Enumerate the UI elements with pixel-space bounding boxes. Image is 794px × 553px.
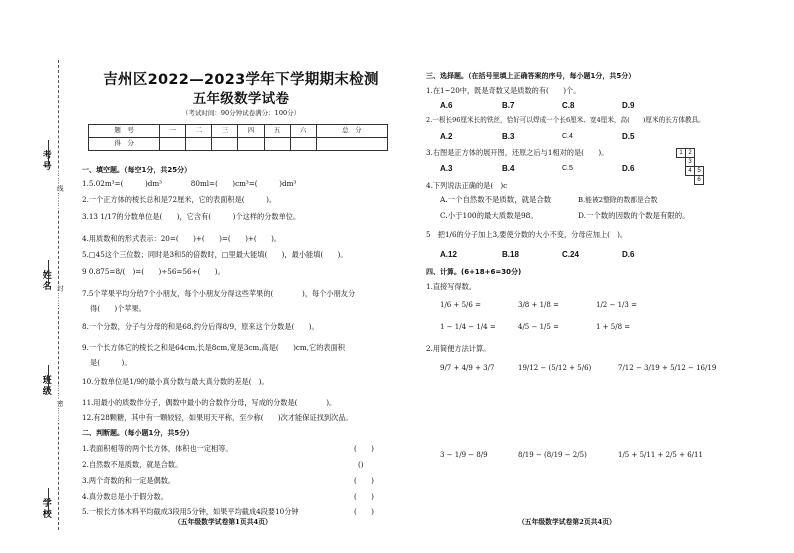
net-cell: 6 [694,175,704,185]
choice-4-option-c[interactable]: C.小于100的最大质数是98。 [440,211,538,220]
score-row-label: 得 分 [89,138,160,151]
question-4: 4.用质数和的形式表示：20=( )+( )=( )+( )。 [82,234,282,243]
calc-part-2-heading: 2.用简便方法计算。 [426,344,491,353]
field-underline[interactable] [48,488,49,514]
score-cell[interactable] [186,138,212,151]
score-header-row [89,125,388,138]
net-cell: 2 [685,148,695,158]
choice-4-option-a[interactable]: A.一个自然数不是质数，就是合数 [440,195,552,204]
choice-3: 3.右图是正方体的展开图，还原之后与1相对的是( )。 [426,148,609,157]
exam-meta: （考试时间：90分钟试卷满分：100分） [181,109,301,117]
question-5: 5.□45这个三位数；同时是3和5的倍数时，□里最大能填( )，最小能填( )。 [82,250,348,259]
simple-calc-3: 7/12 − 3/19 + 5/12 − 16/19 [618,364,717,372]
score-cell[interactable] [212,138,238,151]
field-underline[interactable] [48,365,49,391]
field-class: 班级 [40,375,51,397]
judge-2: 2.自然数不是质数，就是合数。 [82,460,183,469]
score-header-cell: 六 [290,125,316,138]
choice-5-option-b[interactable]: B.18 [502,250,519,259]
score-cell[interactable] [264,138,290,151]
score-header-cell: 总 分 [316,125,387,138]
choice-3-option-a[interactable]: A.3 [440,164,453,173]
question-9: 9.一个长方体它的棱长之和是64cm,长是8cm,宽是3cm,高是( )cm,它的表面积 [82,343,345,352]
question-12: 12.有28颗糖，其中有一颗较轻，如果用天平称，至少称( )次才能保证找到次品。 [82,413,353,422]
judge-2-answer[interactable]: () [358,460,364,469]
choice-1-option-c[interactable]: C.8 [562,101,575,110]
choice-3-option-b[interactable]: B.4 [502,164,515,173]
choice-5-option-a[interactable]: A.12 [440,250,457,259]
calc-part-1-heading: 1.直接写得数。 [426,282,476,291]
simple-calc-2: 19/12 − (5/12 + 5/6) [518,364,592,372]
choice-2-option-a[interactable]: A.2 [440,132,453,141]
field-underline[interactable] [48,140,49,166]
question-1: 1.5.02m³=( )dm³ 80ml=( )cm³=( )dm³ [82,179,297,188]
net-cell: 5 [694,166,704,176]
question-3: 3.13 1/17的分数单位是( )，它含有( )个这样的分数单位。 [82,212,301,221]
simple-calc-6: 1/5 + 5/11 + 2/5 + 6/11 [618,451,703,459]
field-underline[interactable] [48,260,49,286]
question-2: 2.一个正方体的棱长总和是72厘米，它的表面积是( )。 [82,195,277,204]
score-header-cell: 一 [160,125,186,138]
direct-calc-5: 4/5 − 1/5 = [518,323,559,331]
question-7: 7.5个苹果平均分给7个小朋友，每个小朋友分得这些苹果的( )，每个小朋友分 [82,289,356,298]
score-header-cell: 二 [186,125,212,138]
choice-5: 5 把1/6的分子加上3,要使分数的大小不变，分母应加上( )。 [426,230,628,239]
question-11: 11.用最小的质数作分子，偶数中最小的合数作分母，写成的分数是( )。 [82,398,337,407]
exam-title: 吉州区2022—2023学年下学期期末检测 [103,72,379,88]
choice-4: 4.下列说法正确的是( )c [426,181,508,190]
cut-mark-secret: ……密…… [55,385,64,423]
score-header-cell: 三 [212,125,238,138]
score-table [88,124,388,151]
score-cell[interactable] [290,138,316,151]
score-cell[interactable] [238,138,264,151]
question-10: 10.分数单位是1/9的最小真分数与最大真分数的差是( )。 [82,377,269,386]
field-exam-number: 考号 [40,150,51,172]
direct-calc-6: 1 + 5/8 = [596,323,631,331]
score-header-cell: 五 [264,125,290,138]
net-cell: 4 [685,166,695,176]
right-page [418,0,784,553]
choice-3-option-c[interactable]: C.5 [562,165,573,172]
simple-calc-5: 8/19 − (8/19 − 2/5) [518,451,587,459]
question-6: 9 0.875=8/( )=( )÷56=56÷( )。 [82,267,225,276]
question-9-cont: 是( )。 [90,358,132,367]
score-cell[interactable] [160,138,186,151]
direct-calc-1: 1/6 + 5/6 = [440,301,481,309]
choice-5-option-d[interactable]: D.6 [622,250,635,259]
binding-margin [0,0,82,553]
simple-calc-1: 9/7 + 4/9 + 3/7 [440,364,495,372]
choice-1-option-d[interactable]: D.9 [622,101,635,110]
cut-mark-line: ……线…… [55,170,64,208]
choice-3-option-d[interactable]: D.6 [622,164,635,173]
question-8: 8.一个分数，分子与分母的和是68,约分后得8/9，原来这个分数是( )。 [82,322,319,331]
section-3-heading: 三、选择题。（在括号里填上正确答案的序号，每小题1分，共5分） [426,72,636,80]
score-header-cell: 题 号 [89,125,160,138]
question-7-cont: 得( )个苹果。 [90,304,146,313]
choice-2-option-d[interactable]: D.5 [622,132,635,141]
choice-2-option-b[interactable]: B.3 [502,132,515,141]
judge-3-answer[interactable]: ( ) [354,476,374,485]
section-4-heading: 四、计算。(6+18+6=30分) [426,268,522,276]
choice-1-option-a[interactable]: A.6 [440,101,453,110]
choice-4-option-d[interactable]: D.一个数的因数的个数是有限的。 [578,211,690,220]
judge-5-answer[interactable]: ( ) [354,507,374,516]
left-page [82,0,400,553]
field-name: 姓名 [40,270,51,292]
exam-subtitle: 五年级数学试卷 [192,91,290,107]
choice-1: 1.在1~20中，既是奇数又是质数的有( )个。 [426,86,581,95]
page-1-footer: （五年级数学试卷第1页共4页） [174,518,272,526]
judge-1-answer[interactable]: ( ) [354,444,374,453]
choice-2-option-c[interactable]: C.4 [562,133,573,140]
choice-5-option-c[interactable]: C.24 [562,250,579,259]
score-cell[interactable] [316,138,387,151]
cut-mark-seal: 封…… [55,285,64,308]
judge-5: 5.一根长方体木料平均截成3段用5分钟，如果平均截成4段要10分钟 [82,507,299,516]
direct-calc-2: 3/8 + 1/8 = [518,301,559,309]
net-cell: 3 [685,157,695,167]
section-2-heading: 二、判断题。（每小题1分，共5分） [82,429,194,437]
direct-calc-3: 1/2 − 1/3 = [596,301,637,309]
choice-2: 2.一根长96厘米长的铁丝，恰好可以焊成一个长6厘米、宽4厘米，高( )厘米的长方体教具。 [426,116,705,124]
choice-1-option-b[interactable]: B.7 [502,101,515,110]
score-row [89,138,388,151]
score-header-cell: 四 [238,125,264,138]
net-cell: 1 [676,148,686,158]
judge-3: 3.两个奇数的和一定是偶数。 [82,476,176,485]
choice-4-option-b[interactable]: B.能被2整除的数都是合数 [578,196,658,204]
simple-calc-4: 3 − 1/9 − 8/9 [440,451,488,459]
page-2-footer: （五年级数学试卷第2页共4页） [518,518,616,526]
judge-4-answer[interactable]: ( ) [354,492,374,501]
judge-1: 1.表面积相等的两个长方体，体积也一定相等。 [82,444,233,453]
judge-4: 4.真分数总是小于假分数。 [82,492,168,501]
direct-calc-4: 1 − 1/4 − 1/4 = [440,323,496,331]
field-school: 学校 [40,498,51,520]
section-1-heading: 一、填空题。（每空1分，共25分） [82,166,192,174]
